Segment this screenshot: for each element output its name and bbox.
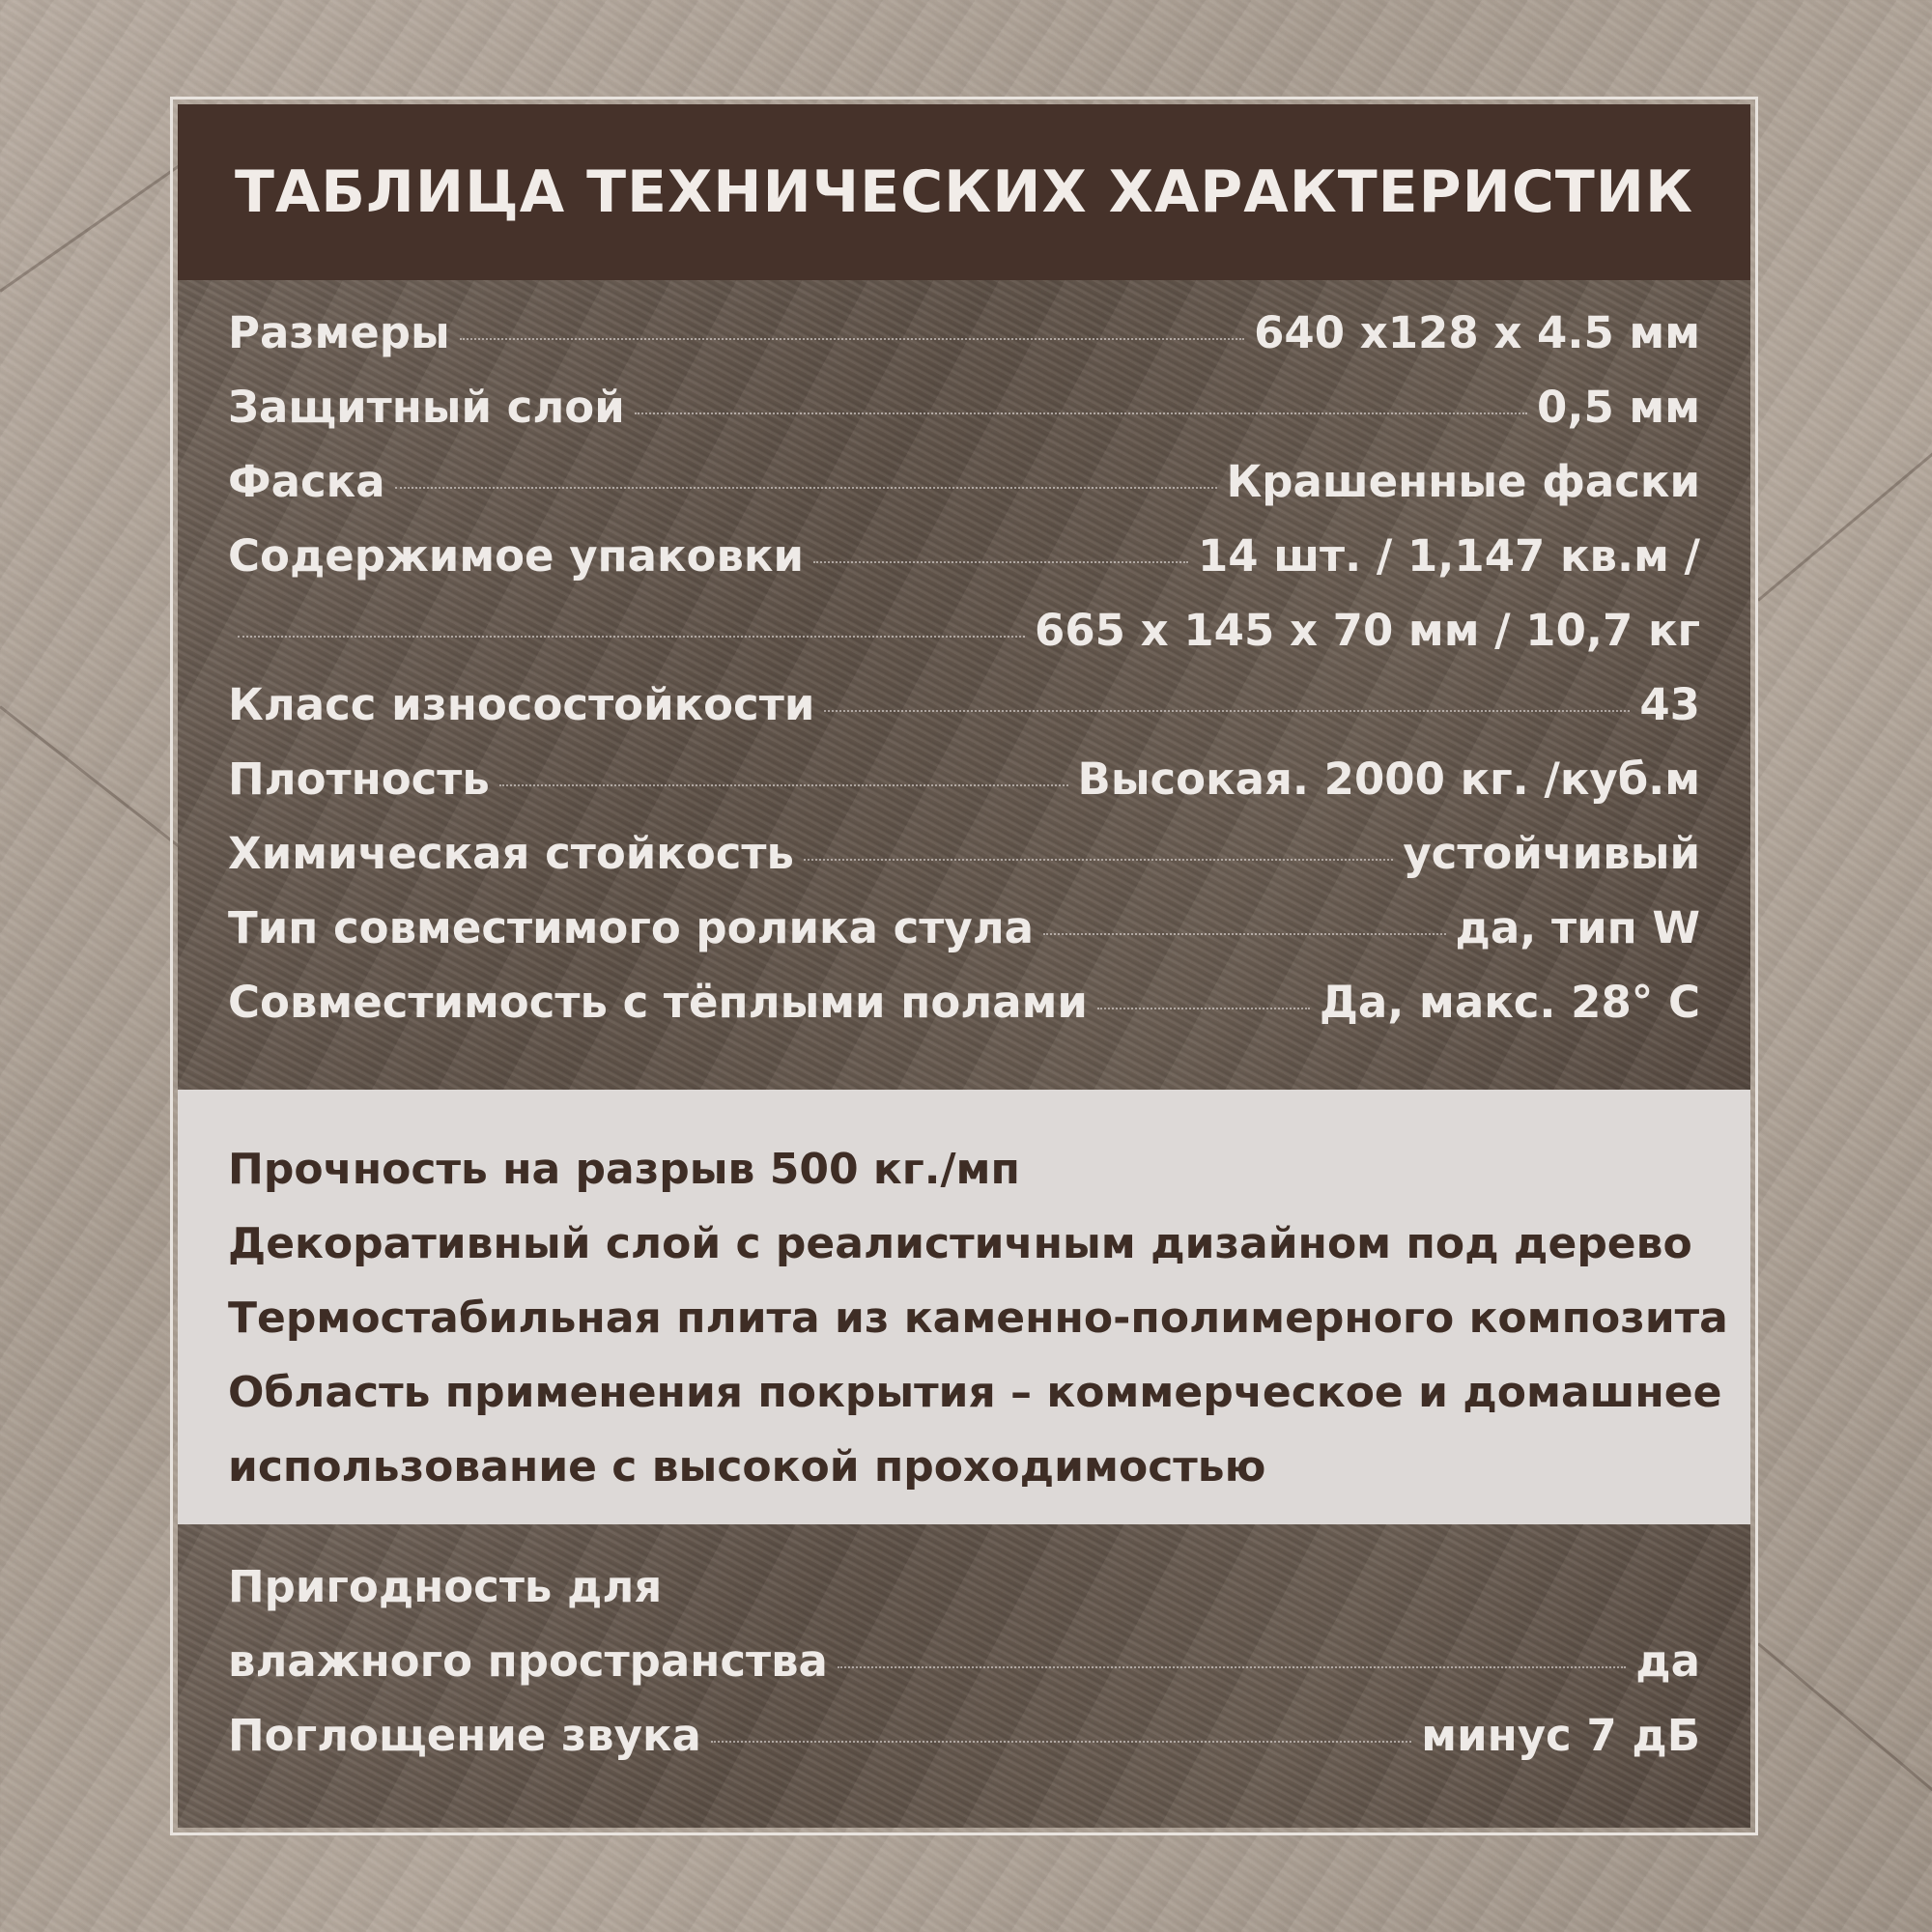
extra-spec-row xyxy=(228,1710,1700,1784)
spec-row xyxy=(228,977,1700,1051)
dotted-leader xyxy=(635,412,1527,414)
spec-label: Совместимость с тёплыми полами xyxy=(228,977,1088,1028)
spec-label: Тип совместимого ролика стула xyxy=(228,902,1035,953)
dotted-leader xyxy=(1097,1008,1310,1009)
spec-row xyxy=(228,530,1700,605)
spec-label: влажного пространства xyxy=(228,1635,828,1687)
dotted-leader xyxy=(813,561,1188,563)
floor-seam xyxy=(1757,351,1932,601)
feature-line: использование с высокой проходимостью xyxy=(228,1442,1266,1492)
dotted-leader xyxy=(460,338,1244,340)
spec-row xyxy=(228,753,1700,828)
spec-row xyxy=(228,828,1700,902)
dotted-leader xyxy=(499,784,1068,786)
spec-value: да xyxy=(1635,1635,1700,1687)
features-block xyxy=(178,1090,1750,1524)
spec-label: Содержимое упаковки xyxy=(228,530,805,582)
extra-spec-row xyxy=(228,1561,1700,1635)
spec-value: Высокая. 2000 кг. /куб.м xyxy=(1077,753,1700,805)
spec-row xyxy=(228,605,1700,679)
spec-label: Защитный слой xyxy=(228,382,625,433)
spec-label: Пригодность для xyxy=(228,1561,663,1612)
spec-table xyxy=(178,280,1750,1090)
dotted-leader xyxy=(824,710,1630,712)
spec-value: 14 шт. / 1,147 кв.м / xyxy=(1197,530,1700,582)
spec-value: 640 х128 х 4.5 мм xyxy=(1254,307,1700,358)
feature-line: Прочность на разрыв 500 кг./мп xyxy=(228,1145,1020,1194)
extra-spec-row xyxy=(228,1635,1700,1710)
spec-row xyxy=(228,382,1700,456)
spec-row xyxy=(228,902,1700,977)
spec-label: Класс износостойкости xyxy=(228,679,815,730)
spec-label: Плотность xyxy=(228,753,490,805)
feature-line: Термостабильная плита из каменно-полимерного композита xyxy=(228,1293,1728,1343)
dotted-leader xyxy=(395,487,1217,489)
spec-label: Химическая стойкость xyxy=(228,828,794,879)
feature-line: Декоративный слой с реалистичным дизайном под дерево xyxy=(228,1219,1692,1268)
dotted-leader xyxy=(804,859,1393,861)
spec-row xyxy=(228,456,1700,530)
spec-label: Размеры xyxy=(228,307,450,358)
title-banner xyxy=(178,104,1750,280)
spec-value: 665 х 145 х 70 мм / 10,7 кг xyxy=(1035,605,1700,656)
floor-seam xyxy=(1757,1642,1932,1831)
spec-label: Фаска xyxy=(228,456,385,507)
spec-value: да, тип W xyxy=(1455,902,1700,953)
spec-value: устойчивый xyxy=(1403,828,1700,879)
spec-label: Поглощение звука xyxy=(228,1710,701,1761)
page-title: ТАБЛИЦА ТЕХНИЧЕСКИХ ХАРАКТЕРИСТИК xyxy=(234,158,1694,226)
spec-value: Да, макс. 28° С xyxy=(1319,977,1700,1028)
feature-line: Область применения покрытия – коммерческое и домашнее xyxy=(228,1368,1722,1417)
dotted-leader xyxy=(711,1741,1411,1743)
spec-row xyxy=(228,307,1700,382)
spec-value: 43 xyxy=(1639,679,1700,730)
spec-value: Крашенные фаски xyxy=(1226,456,1700,507)
spec-value: минус 7 дБ xyxy=(1421,1710,1700,1761)
dotted-leader xyxy=(838,1666,1626,1668)
dotted-leader xyxy=(1043,933,1445,935)
extra-spec-table xyxy=(178,1524,1750,1828)
dotted-leader xyxy=(238,636,1025,638)
spec-row xyxy=(228,679,1700,753)
spec-value: 0,5 мм xyxy=(1537,382,1700,433)
